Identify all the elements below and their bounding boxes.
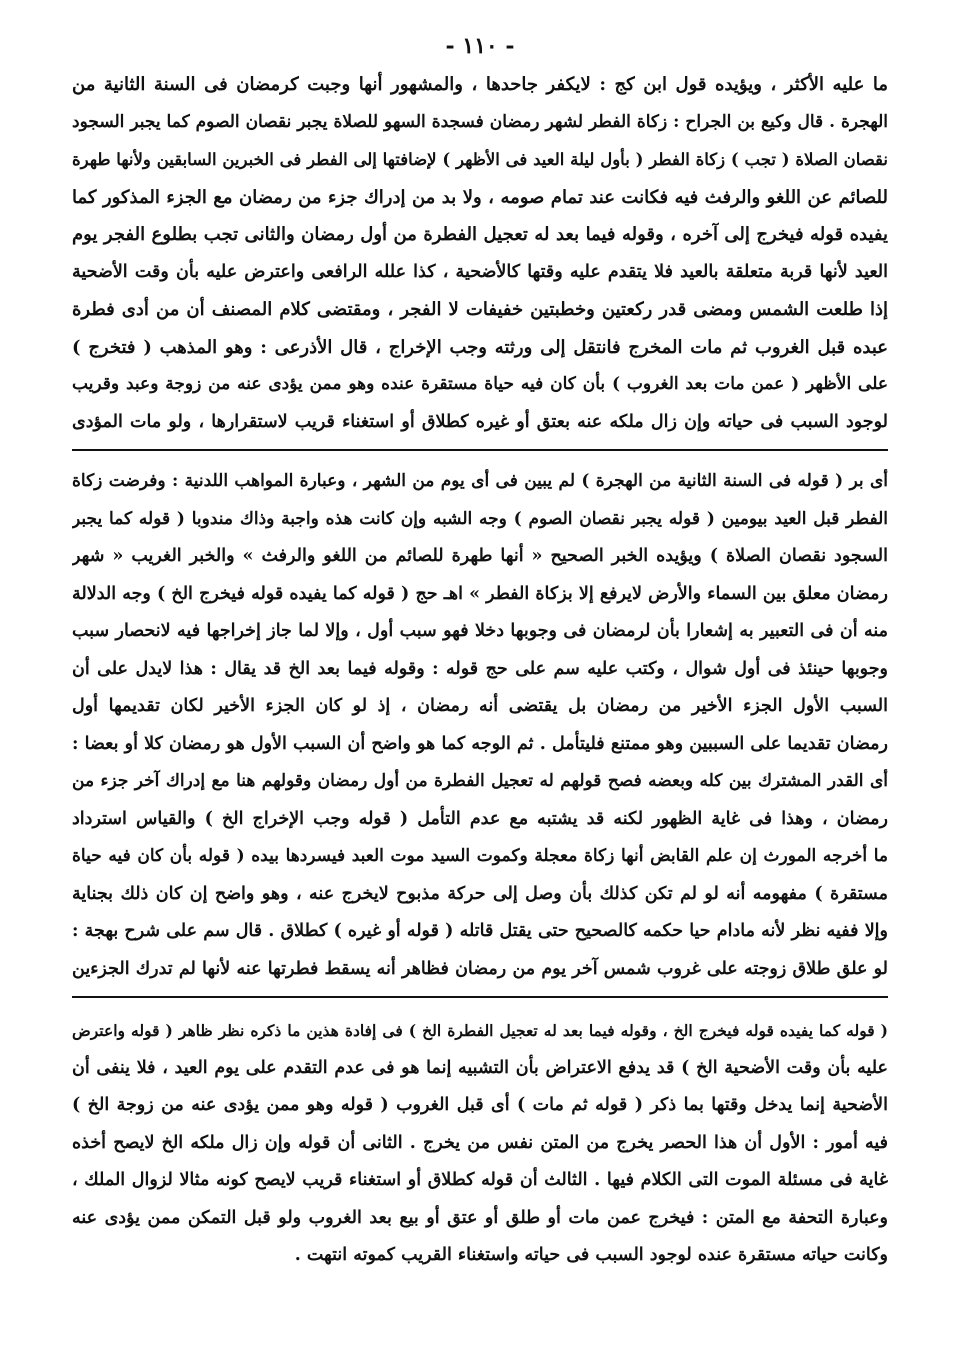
footnote-line: ( قوله كما يفيده قوله فيخرج الخ ، وقوله فيما بعد له تعجيل الفطرة الخ ) فى إفادة هذين ما ذكره نظر ظاهر ( قوله واعترض [72,1021,888,1040]
footnote-line: أى بر ( قوله فى السنة الثانية من الهجرة ) لم يبين فى أى يوم من الشهر ، وعبارة المواهب اللدنية : وفرضت زكاة [72,471,888,491]
footnote-block-2 [72,1012,888,1275]
footnote-line: رمضان ، وهذا فى غاية الظهور لكنه قد يشتبه مع عدم التأمل ( قوله وجب الإخراج الخ ) والقياس استرداد [72,808,888,829]
footnote-line: وكانت حياته مستقرة عنده لوجود السبب فى حياته واستغناء القريب كموته انتهت . [294,1245,888,1265]
main-line: لوجود السبب فى حياته وإن زال ملكه عنه بعتق أو غيره كطلاق أو استغناء قريب لاستقرارها ، ولو مات المؤدى [72,411,888,432]
footnote-line: منه أن فى التعبير به إشعارا بأن لرمضان فى وجوبها دخلا فهو سبب أول ، وإلا لما جاز إخراجها فيه لانحصار سبب [72,621,888,641]
footnote-line: أى القدر المشترك بين كله وبعضه فصح قولهم له تعجيل الفطرة من أول رمضان وقولهم هنا مع إدراك آخر جزء من [72,771,888,791]
footnote-line: مستقرة ) مفهومه أنه لو لم تكن كذلك بأن وصل إلى حركة مذبوح لايخرج عنه ، وهو واضح إن كان ذلك بجناية [72,883,888,904]
footnote-line: السجود نقصان الصلاة ) ويؤيده الخبر الصحيح « أنها طهرة للصائم من اللغو والرفث » والخبر الغريب « شهر [72,546,888,566]
footnote-block-1 [72,463,888,988]
main-text [72,66,888,441]
footnote-line: ما أخرجه المورث إن علم القابض أنها زكاة معجلة وكموت السيد موت العبد فيسردها بيده ( قوله بأن كان فيه حياة [72,846,888,866]
footnote-line: رمضان تقديما على السببين وهو ممتنع فليتأمل . ثم الوجه كما هو واضح أن السبب الأول هو رمضان كلا أو بعضا : [72,733,888,754]
footnote-line: عليه بأن وقت الأضحية الخ ) قد يدفع الاعتراض بأن التشبيه إنما هو فى عدم التقدم على يوم العيد ، فلا ينفى أن [72,1057,888,1078]
main-line: يفيده قوله فيخرج إلى آخره ، وقوله فيما بعد له تعجيل الفطرة من أول رمضان والثانى تجب بطلوع الفجر يوم [72,224,888,245]
main-line: العيد لأنها قربة متعلقة بالعيد فلا يتقدم عليه وقتها كالأضحية ، كذا علله الرافعى واعترض عليه بأن وقت الأضحية [72,261,888,282]
main-line: الهجرة . قال وكيع بن الجراح : زكاة الفطر لشهر رمضان فسجدة السهو للصلاة يجبر نقصان الصوم كما يجبر السجود [72,111,888,132]
main-line: إذا طلعت الشمس ومضى قدر ركعتين وخطبتين خفيفات لا الفجر ، ومقتضى كلام المصنف أن من أدى فطرة [72,299,888,320]
footnote-line: السبب الأول الجزء الأخير من رمضان بل يقتضى أنه رمضان ، إذ لو كان الجزء الأخير لكان تقديمها أول [72,696,888,716]
footnote-line: وجوبها حينئذ فى أول شوال ، وكتب عليه سم على حج قوله : وقوله فيما بعد الخ قد يقال : هذا لايدل على أن [72,658,888,679]
main-line: عبده قبل الغروب ثم مات المخرج فانتقل إلى ورثته وجب الإخراج ، قال الأذرعى : وهو المذهب ( فتخرج ) [72,336,888,358]
footnote-line: الفطر قبل العيد بيومين ( قوله يجبر نقصان الصوم ) وجه الشبه وإن كانت هذه واجبة وذاك مندوبا ( قوله كما يجبر [72,508,888,529]
footnote-line: الأضحية إنما يدخل وقتها بما ذكر ( قوله ثم مات ) أى قبل الغروب ( قوله وهو ممن يؤدى عنه من زوجة الخ ) [72,1095,888,1115]
divider-rule [72,449,888,451]
main-line: ما عليه الأكثر ، ويؤيده قول ابن كج : لايكفر جاحدها ، والمشهور أنها وجبت كرمضان فى السنة الثانية من [72,74,888,95]
divider-rule [72,996,888,998]
book-page [72,26,888,1346]
footnote-line: وإلا ففيه نظر لأنه مادام حيا حكمه كالصحيح حتى يقتل قاتله ( قوله أو غيره ) كطلاق . قال سم على شرح بهجة : [72,921,888,941]
main-line: على الأظهر ( عمن مات بعد الغروب ) بأن كان فيه حياة مستقرة عنده وهو ممن يؤدى عنه من زوجة وعبد وقريب [72,374,888,394]
footnote-line: فيه أمور : الأول أن هذا الحصر يخرج من المتن نفس من يخرج . الثانى أن قوله وإن زال ملكه الخ لايصح أخذه [72,1132,888,1153]
footnote-line: رمضان معلق بين السماء والأرض لايرفع إلا بزكاة الفطر » اهـ حج ( قوله كما يفيده قوله فيخرج الخ ) وجه الدلالة [72,583,888,604]
main-line: للصائم عن اللغو والرفث فيه فكانت عند تمام صومه ، ولا بد من إدراك جزء من رمضان مع الجزء المذكور كما [72,186,888,208]
footnote-line: وعبارة التحفة مع المتن : فيخرج عمن مات أو طلق أو عتق أو بيع بعد الغروب ولو قبل التمكن ممن يؤدى عنه [72,1207,888,1228]
main-line: نقصان الصلاة ( تجب ) زكاة الفطر ( بأول ليلة العيد فى الأظهر ) لإضافتها إلى الفطر فى الخبرين السابقين ولأنها طهرة [72,150,888,169]
footnote-line: غاية فى مسئلة الموت التى الكلام فيها . الثالث أن قوله كطلاق أو استغناء قريب لايصح كونه مثالا لزوال الملك ، [72,1170,888,1190]
page-number: - ١١٠ - [445,33,515,59]
footnote-line: لو علق طلاق زوجته على غروب شمس آخر يوم من رمضان فظاهر أنه يسقط فطرتها عنه لأنها لم تدرك الجزءين [72,958,888,979]
